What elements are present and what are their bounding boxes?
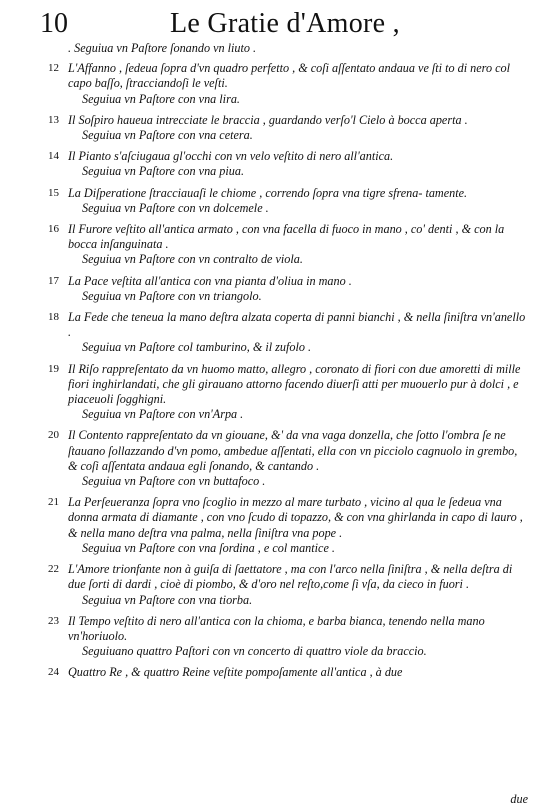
entry-text: La Pace veſtita all'antica con vna pianta d'oliua in mano . [68, 273, 352, 288]
entry-text: Il Contento rappreſentato da vn giouane, &' da vna vaga donzella, che ſotto l'ombra ſe ne ſtauano ſollazzando d'vn pomo, ambedue aſſentati, ella con vn picciolo cagnuolo in grembo, & coſi aſſentata andaua egli ſonando, & cantando . [68, 428, 518, 473]
shepherd-line: Seguiuano quattro Paſtori con vn concerto di quattro viole da braccio. [82, 644, 427, 659]
entry-text: La Fede che teneua la mano deſtra alzata coperta di panni bianchi , & nella ſiniſtra vn'anello . [68, 310, 526, 340]
shepherd-line: Seguiua vn Paſtore col tamburino, & il zufolo . [82, 340, 312, 355]
entry-number: 21 [48, 496, 59, 509]
entry-list [50, 61, 528, 680]
entry-number: 19 [48, 362, 59, 375]
entry [50, 665, 528, 680]
entry-number: 17 [48, 274, 59, 287]
page-header [40, 6, 529, 46]
shepherd-line: Seguiua vn Paſtore con vna lira. [82, 91, 240, 106]
entry [50, 113, 528, 143]
shepherd-line: Seguiua vn Paſtore con vn'Arpa . [82, 407, 244, 422]
catchword: due [510, 792, 528, 806]
shepherd-line: Seguiua vn Paſtore con vna piua. [82, 164, 245, 179]
entry-number: 24 [48, 666, 59, 679]
entry-text: La Diſperatione ſtracciauaſi le chiome , correndo ſopra vna tigre sfrena- tamente. [68, 185, 468, 200]
entry-text: Il Pianto s'aſciugaua gl'occhi con vn velo veſtito di nero all'antica. [68, 149, 394, 164]
shepherd-line: Seguiua vn Paſtore con vn buttafoco . [82, 474, 266, 489]
entry [50, 495, 528, 556]
shepherd-line: Seguiua vn Paſtore con vn dolcemele . [82, 200, 269, 215]
entry [50, 274, 528, 304]
first-line: . Seguiua vn Paſtore ſonando vn liuto . [68, 41, 257, 55]
entry [50, 310, 528, 356]
entry-text: Il Tempo veſtito di nero all'antica con la chioma, e barba bianca, tenendo nella mano vn'horiuolo. [68, 613, 485, 643]
page-body [50, 41, 528, 687]
entry-text: Il Riſo rappreſentato da vn huomo matto, allegro , coronato di fiori con due amoretti di mille fiori inghirlandati, che gli girauano attorno facendo diuerſi atti per muouerlo pur à dolci , e piaceuoli ſogghigni. [68, 361, 521, 407]
entry-number: 15 [48, 186, 59, 199]
shepherd-line: Seguiua vn Paſtore con vn triangolo. [82, 288, 262, 303]
entry-text: L'Affanno , ſedeua ſopra d'vn quadro perfetto , & coſi aſſentato andaua ve ſti to di nero col capo baſſo, ſtracciandoſi le veſti. [68, 61, 510, 91]
entry [50, 614, 528, 660]
shepherd-line: Seguiua vn Paſtore con vna ſordina , e col mantice . [82, 540, 335, 555]
entry-number: 14 [48, 150, 59, 163]
entry [50, 222, 528, 268]
entry-number: 16 [48, 223, 59, 236]
entry [50, 61, 528, 107]
entry-number: 20 [48, 429, 59, 442]
entry [50, 562, 528, 608]
entry [50, 362, 528, 423]
entry [50, 186, 528, 216]
shepherd-line: Seguiua vn Paſtore con vn contralto de viola. [82, 252, 303, 267]
shepherd-line: Seguiua vn Paſtore con vna cetera. [82, 128, 253, 143]
entry-text: La Perſeueranza ſopra vno ſcoglio in mezzo al mare turbato , vicino al qua le ſedeua vna donna armata di diamante , con vno ſcudo di topazzo, & con vna ghirlanda in capo di lauro , & nella mano deſtra vna palma, nella ſiniſtra vna pope . [68, 495, 523, 540]
entry-number: 12 [48, 62, 59, 75]
entry-text: Quattro Re , & quattro Reine veſtite pompoſamente all'antica , à due [68, 665, 403, 680]
entry-number: 23 [48, 614, 59, 627]
page-number: 10 [40, 8, 68, 39]
entry [50, 428, 528, 489]
shepherd-line: Seguiua vn Paſtore con vna tiorba. [82, 592, 253, 607]
entry-number: 13 [48, 113, 59, 126]
entry [50, 149, 528, 179]
entry-number: 22 [48, 563, 59, 576]
entry-number: 18 [48, 311, 59, 324]
running-title: Le Gratie d'Amore , [170, 8, 400, 39]
entry-text: Il Furore veſtito all'antica armato , con vna facella di fuoco in mano , co' denti , & con la bocca inſanguinata . [68, 222, 505, 252]
entry-text: Il Soſpiro haueua intrecciate le braccia , guardando verſo'l Cielo à bocca aperta . [68, 112, 468, 127]
entry-text: L'Amore trionfante non à guiſa di ſaettatore , ma con l'arco nella ſiniſtra , & nella deſtra di due ſorti di dardi , cioè di piombo, & d'oro nel reſto,come ſi vſa, da cieco in fuori . [68, 562, 513, 592]
